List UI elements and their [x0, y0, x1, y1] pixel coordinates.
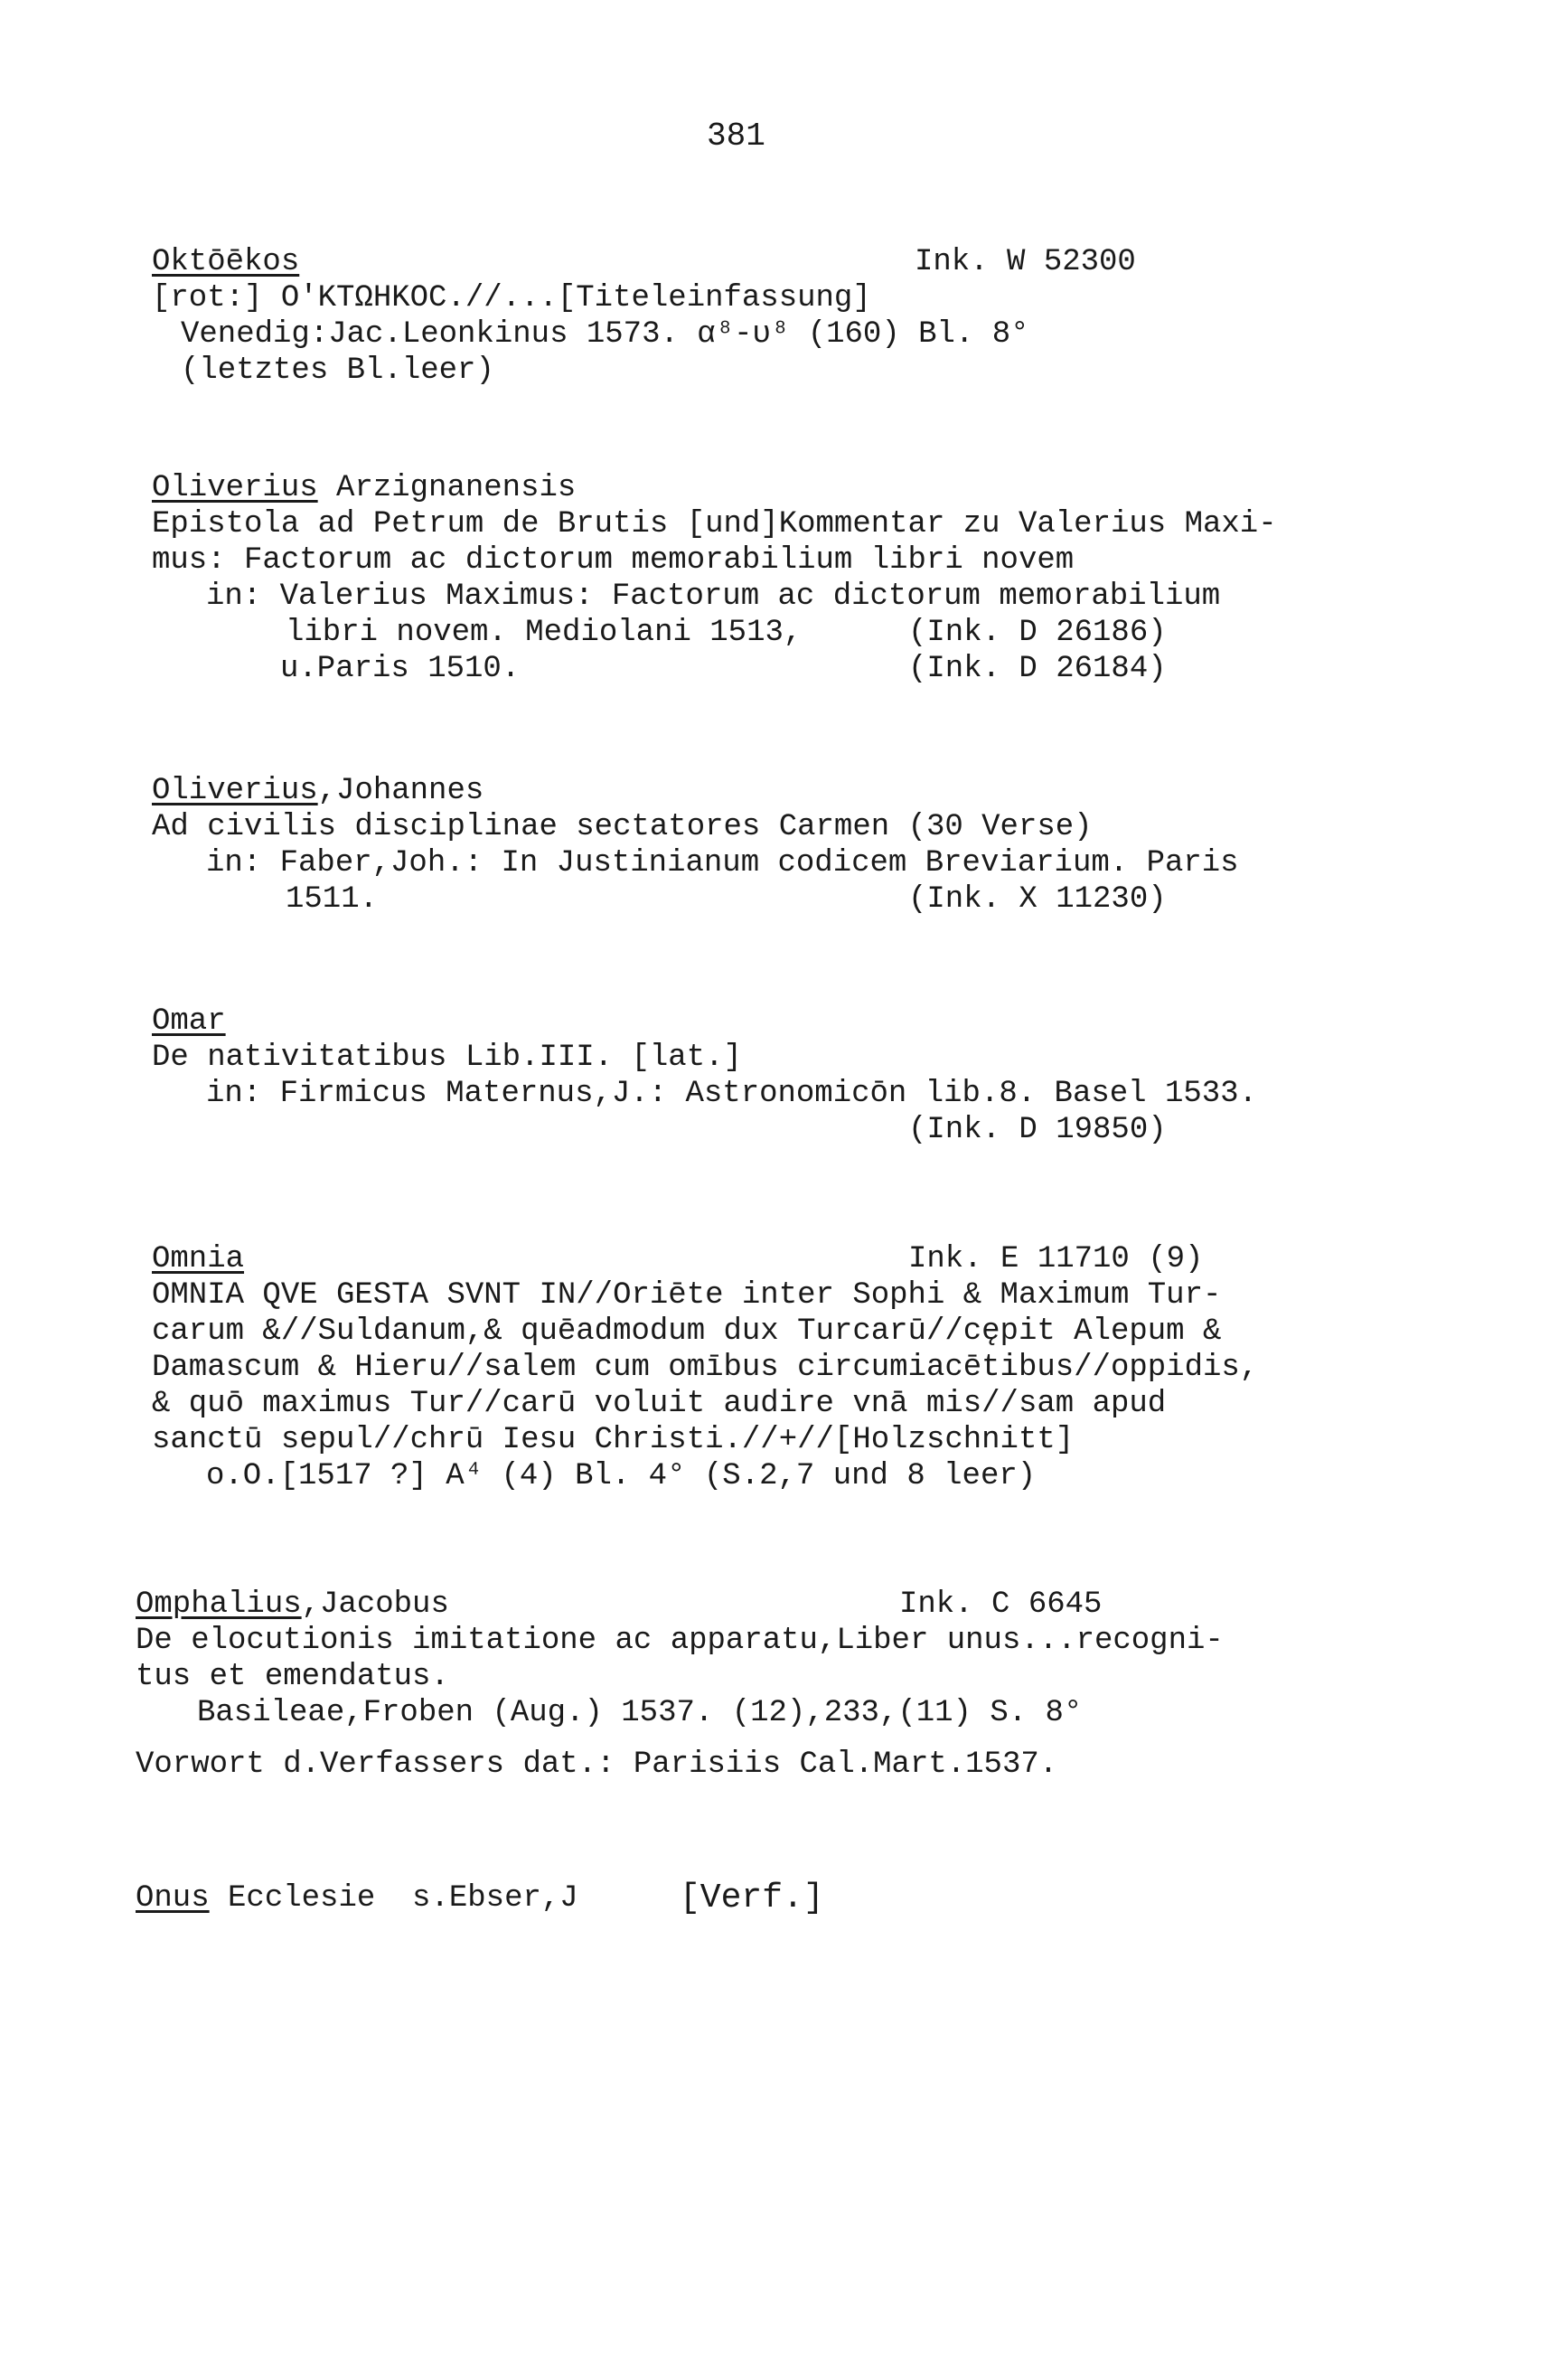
entry-heading	[136, 1880, 578, 1917]
entry-heading	[136, 1587, 449, 1623]
ink-reference: Ink. E 11710 (9)	[908, 1242, 1204, 1276]
entry-line: carum &//Suldanum,& quēadmodum dux Turcarū//cępit Alepum &	[152, 1314, 1222, 1349]
entry-heading	[152, 470, 576, 506]
entry-line: De elocutionis imitatione ac apparatu,Liber unus...recogni-	[136, 1624, 1224, 1658]
entry-heading	[152, 1003, 226, 1040]
heading-word: Oliverius	[152, 774, 318, 808]
heading-rest: Arzignanensis	[317, 471, 577, 505]
heading-rest: Ecclesie s.Ebser,J	[209, 1881, 578, 1916]
entry-line: De nativitatibus Lib.III. [lat.]	[152, 1041, 742, 1075]
entry-line: [rot:] O'KTΩHKOC.//...[Titeleinfassung]	[152, 281, 871, 316]
entry-line: in: Valerius Maximus: Factorum ac dictorum memorabilium	[206, 579, 1221, 614]
entry-line: tus et emendatus.	[136, 1660, 449, 1694]
page-number: 381	[707, 118, 765, 155]
ink-reference: Ink. W 52300	[915, 245, 1136, 279]
heading-word: Oktōēkos	[152, 245, 300, 279]
heading-rest: ,Johannes	[317, 774, 484, 808]
heading-word: Omar	[152, 1004, 226, 1039]
ink-reference: (Ink. X 11230)	[908, 882, 1167, 917]
entry-line: 1511.	[286, 882, 379, 917]
entry-line: Basileae,Froben (Aug.) 1537. (12),233,(11) S. 8°	[197, 1696, 1083, 1730]
ink-reference: Ink. C 6645	[899, 1587, 1103, 1622]
entry-line: libri novem. Mediolani 1513,	[286, 616, 803, 650]
entry-line: Damascum & Hieru//salem cum omībus circumiacētibus//oppidis,	[152, 1351, 1259, 1385]
entry-line: Vorwort d.Verfassers dat.: Parisiis Cal.Mart.1537.	[136, 1747, 1058, 1782]
entry-line: OMNIA QVE GESTA SVNT IN//Oriēte inter Sophi & Maximum Tur-	[152, 1278, 1222, 1313]
entry-line: & quō maximus Tur//carū voluit audire vnā mis//sam apud	[152, 1387, 1167, 1421]
entry-line: sanctū sepul//chrū Iesu Christi.//+//[Holzschnitt]	[152, 1423, 1075, 1457]
entry-line: Venedig:Jac.Leonkinus 1573. α⁸-υ⁸ (160) Bl. 8°	[181, 317, 1029, 352]
ink-reference: (Ink. D 26184)	[908, 652, 1167, 686]
entry-line: in: Faber,Joh.: In Justinianum codicem Breviarium. Paris	[206, 846, 1239, 881]
heading-rest: ,Jacobus	[301, 1587, 449, 1622]
entry-line: o.O.[1517 ?] A⁴ (4) Bl. 4° (S.2,7 und 8 leer)	[206, 1459, 1037, 1493]
heading-word: Omphalius	[136, 1587, 302, 1622]
heading-word: Omnia	[152, 1242, 245, 1276]
heading-word: Oliverius	[152, 471, 318, 505]
entry-line: in: Firmicus Maternus,J.: Astronomicōn lib.8. Basel 1533.	[206, 1077, 1257, 1111]
entry-line: (letztes Bl.leer)	[181, 353, 494, 388]
entry-line: mus: Factorum ac dictorum memorabilium libri novem	[152, 543, 1075, 578]
ink-reference: (Ink. D 19850)	[908, 1113, 1167, 1147]
entry-heading	[152, 773, 484, 809]
editorial-note: [Verf.]	[680, 1879, 824, 1917]
entry-heading	[152, 244, 299, 280]
entry-heading	[152, 1241, 244, 1277]
entry-line: u.Paris 1510.	[280, 652, 521, 686]
heading-word: Onus	[136, 1881, 210, 1916]
entry-line: Ad civilis disciplinae sectatores Carmen (30 Verse)	[152, 810, 1093, 844]
ink-reference: (Ink. D 26186)	[908, 616, 1167, 650]
entry-line: Epistola ad Petrum de Brutis [und]Kommentar zu Valerius Maxi-	[152, 507, 1277, 542]
